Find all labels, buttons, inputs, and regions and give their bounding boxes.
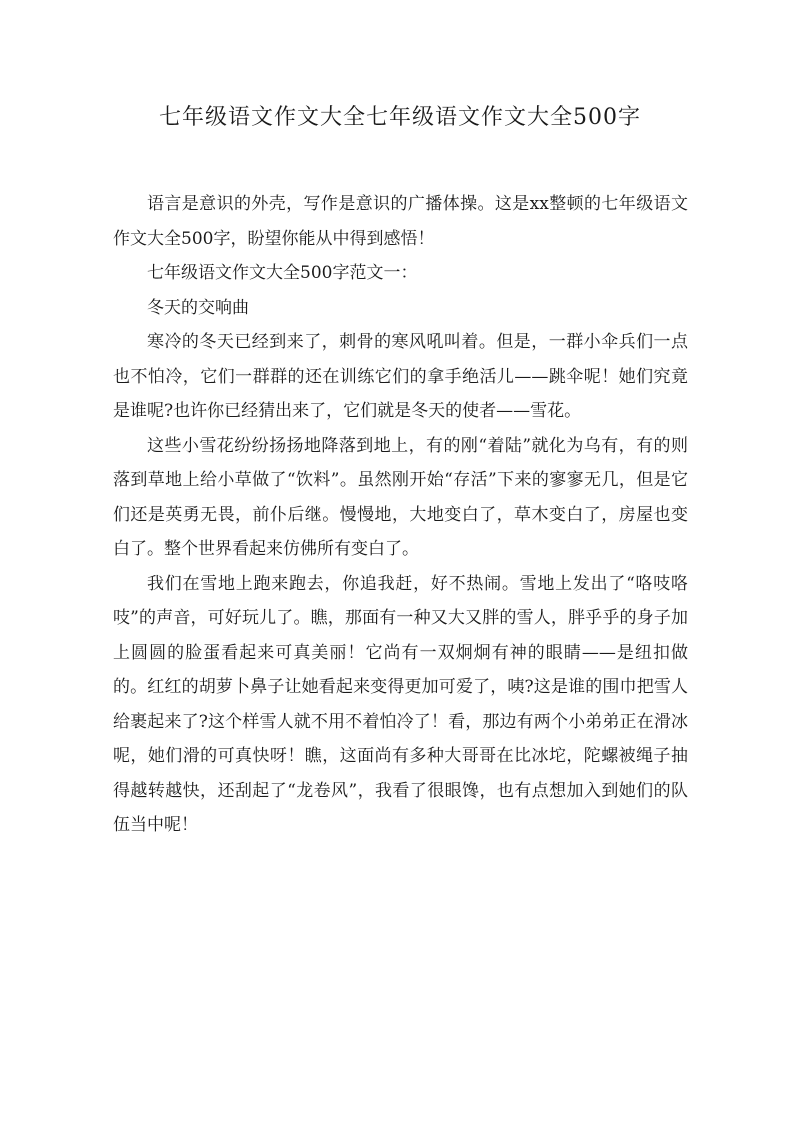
paragraph-body-1: 寒冷的冬天已经到来了，刺骨的寒风吼叫着。但是，一群小伞兵们一点也不怕冷，它们一群群的还在训练它们的拿手绝活儿——跳伞呢！她们究竟是谁呢?也许你已经猜出来了，它们就是冬天的使者——雪花。 [113, 332, 688, 421]
paragraph-intro: 语言是意识的外壳，写作是意识的广播体操。这是xx整顿的七年级语文作文大全500字，盼望你能从中得到感悟！ [113, 194, 688, 249]
paragraph-body-2: 这些小雪花纷纷扬扬地降落到地上，有的刚“着陆”就化为乌有，有的则落到草地上给小草做了“饮料”。虽然刚开始“存活”下来的寥寥无几，但是它们还是英勇无畏，前仆后继。慢慢地，大地变白了，草木变白了，房屋也变白了。整个世界看起来仿佛所有变白了。 [113, 435, 688, 559]
paragraph-essay-title: 冬天的交响曲 [147, 297, 249, 318]
paragraph-body-3: 我们在雪地上跑来跑去，你追我赶，好不热闹。雪地上发出了“咯吱咯吱”的声音，可好玩儿了。瞧，那面有一种又大又胖的雪人，胖乎乎的身子加上圆圆的脸蛋看起来可真美丽！它尚有一双炯炯有神的眼睛——是纽扣做的。红红的胡萝卜鼻子让她看起来变得更加可爱了，咦?这是谁的围巾把雪人给裹起来了?这个样雪人就不用不着怕冷了！看，那边有两个小弟弟正在滑冰呢，她们滑的可真快呀！瞧，这面尚有多种大哥哥在比冰坨，陀螺被绳子抽得越转越快，还刮起了“龙卷风”，我看了很眼馋，也有点想加入到她们的队伍当中呢！ [113, 573, 688, 835]
paragraph-sample-heading: 七年级语文作文大全500字范文一： [147, 263, 418, 283]
document-title: 七年级语文作文大全七年级语文作文大全500字 [159, 105, 641, 130]
document-body [113, 187, 688, 843]
